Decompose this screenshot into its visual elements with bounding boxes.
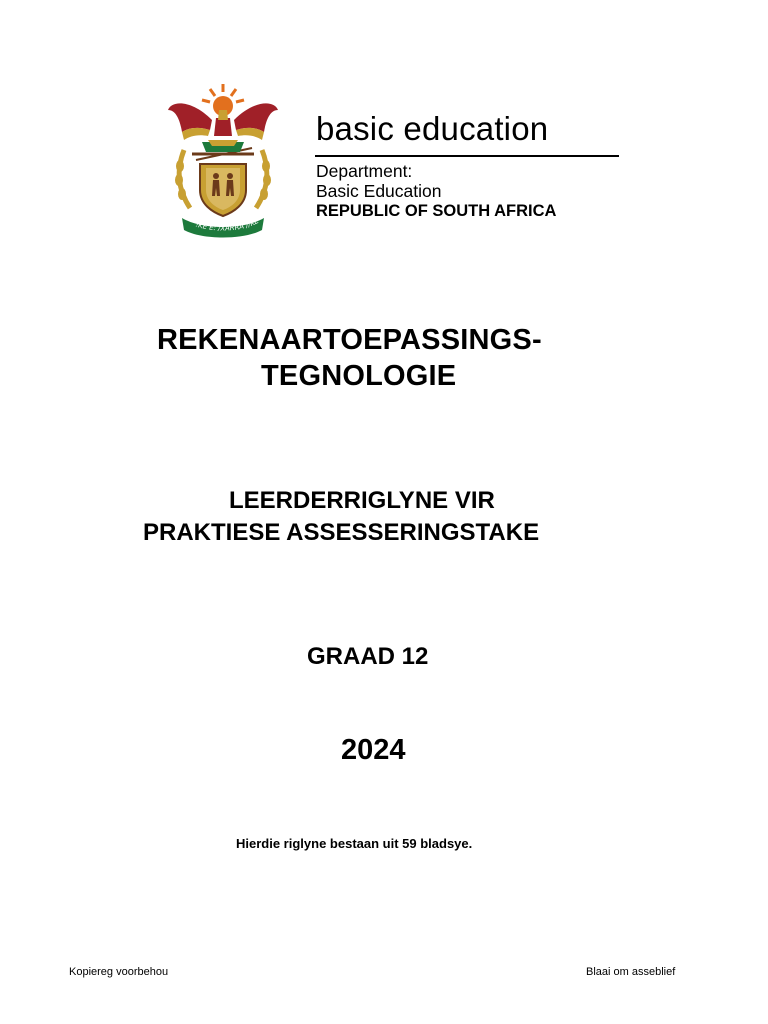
country-name: REPUBLIC OF SOUTH AFRICA [316, 202, 557, 220]
grade-label: GRAAD 12 [307, 643, 429, 670]
year-label: 2024 [341, 734, 406, 766]
brand-divider [315, 155, 619, 157]
coat-of-arms-icon [162, 80, 284, 240]
department-label: Department: [316, 161, 413, 181]
svg-text:!KE E: /XARRA //KE: !KE E: /XARRA //KE [194, 217, 261, 233]
department-name: Basic Education [316, 181, 442, 201]
document-title [157, 322, 542, 394]
department-logo [150, 80, 630, 245]
document-subtitle-line-1: LEERDERRIGLYNE VIR [229, 487, 495, 514]
footer-turn-page: Blaai om asseblief [586, 966, 676, 978]
footer-copyright: Kopiereg voorbehou [69, 966, 169, 978]
page-count-note: Hierdie riglyne bestaan uit 59 bladsye. [236, 836, 473, 851]
brand-title: basic education [316, 110, 549, 147]
document-title-line-1: REKENAARTOEPASSINGS- [157, 324, 542, 356]
document-title-line-2: TEGNOLOGIE [261, 360, 457, 392]
document-subtitle-line-2: PRAKTIESE ASSESSERINGSTAKE [143, 519, 540, 546]
